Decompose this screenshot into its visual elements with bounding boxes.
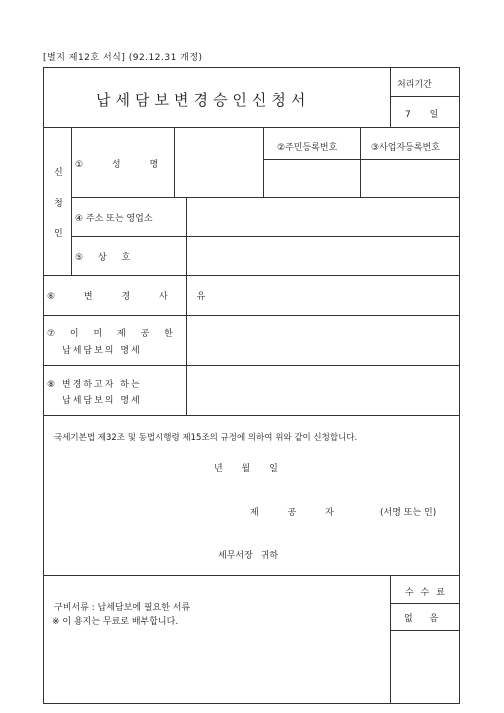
provided-collateral-label-line2: 납세담보의 명세 xyxy=(62,346,142,356)
business-number-label: ③사업자등록번호 xyxy=(371,143,440,153)
attachments-note: ※ 이 용지는 무료로 배부합니다. xyxy=(52,617,179,627)
trade-name-label: ⑤ 상 호 xyxy=(75,253,137,263)
applicant-side-label-2: 청 xyxy=(54,199,63,209)
provided-collateral-label-line1: ⑦ 이 미 제 공 한 xyxy=(47,329,179,339)
change-collateral-label-line2: 납세담보의 명세 xyxy=(62,396,142,406)
fee-value: 없 음 xyxy=(404,614,439,624)
change-collateral-label-line1: ⑧ 변경하고자 하는 xyxy=(47,380,142,390)
attachments-docs: 구비서류 : 납세담보에 필요한 서류 xyxy=(54,603,191,613)
application-statement: 국세기본법 제32조 및 동법시행령 제15조의 규정에 의하여 위와 같이 신청합니다. xyxy=(54,433,358,443)
divider xyxy=(71,127,72,275)
provider-label: 제 공 자 xyxy=(250,508,347,518)
change-reason-field[interactable] xyxy=(187,276,459,314)
change-collateral-field[interactable] xyxy=(187,366,459,414)
fee-label: 수 수 료 xyxy=(405,588,447,598)
divider xyxy=(390,603,460,604)
applicant-side-label-1: 신 xyxy=(54,168,63,178)
resident-number-label: ②주민등록번호 xyxy=(277,143,338,153)
address-field[interactable] xyxy=(187,198,459,235)
processing-period-value: 7 일 xyxy=(405,110,447,120)
provided-collateral-field[interactable] xyxy=(187,316,459,364)
business-number-field[interactable] xyxy=(361,160,459,196)
resident-number-field[interactable] xyxy=(264,160,359,196)
date-line: 년 월 일 xyxy=(214,464,278,474)
signature-label: (서명 또는 인) xyxy=(380,508,437,518)
change-reason-label: ⑥ 변 경 사 유 xyxy=(47,292,219,302)
name-field[interactable] xyxy=(175,128,262,196)
processing-period-label: 처리기간 xyxy=(397,80,432,90)
divider xyxy=(390,96,460,97)
applicant-side-label-3: 인 xyxy=(54,229,63,239)
address-label: ④ 주소 또는 영업소 xyxy=(75,214,153,224)
divider xyxy=(390,630,460,631)
trade-name-field[interactable] xyxy=(187,237,459,274)
divider xyxy=(390,67,391,127)
name-label: ① 성 명 xyxy=(75,160,172,170)
form-title: 납세담보변경승인신청서 xyxy=(96,91,311,109)
divider xyxy=(43,415,460,416)
divider xyxy=(390,575,391,704)
divider xyxy=(43,575,460,576)
header-note: [별지 제12호 서식] (92.12.31 개정) xyxy=(43,53,203,63)
addressee: 세무서장 귀하 xyxy=(218,551,279,561)
